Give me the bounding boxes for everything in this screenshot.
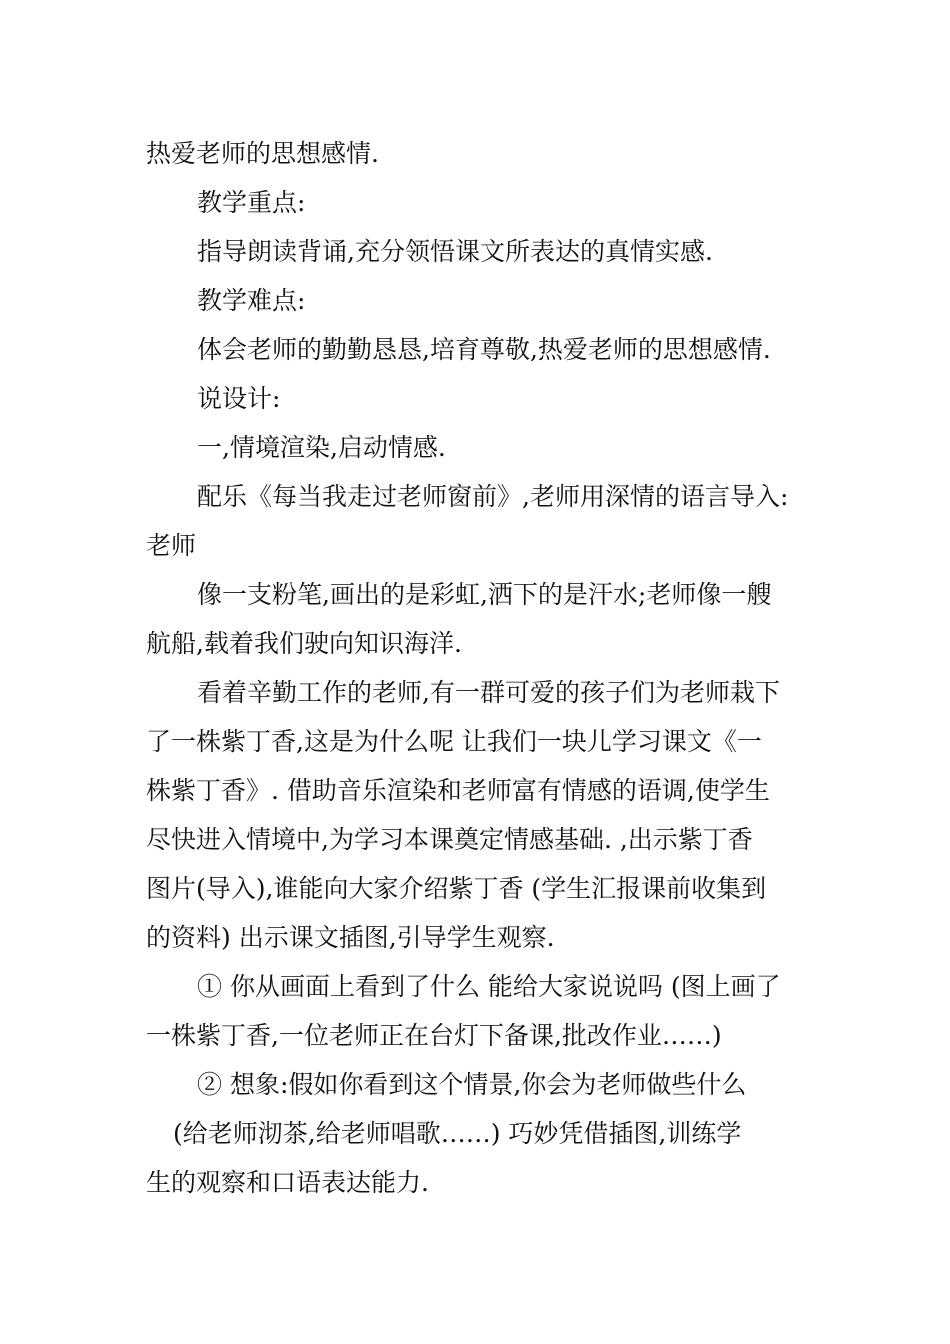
section-heading: 教学重点: (197, 188, 306, 217)
text-line: 指导朗读背诵,充分领悟课文所表达的真情实感. (197, 237, 713, 266)
text-line: 图片(导入),谁能向大家介绍紫丁香 (学生汇报课前收集到 (146, 874, 767, 903)
text-line: 株紫丁香》. 借助音乐渲染和老师富有情感的语调,使学生 (146, 776, 770, 805)
text-line: 热爱老师的思想感情. (146, 139, 379, 168)
text-line: 了一株紫丁香,这是为什么呢 让我们一块儿学习课文《一 (146, 727, 762, 756)
section-heading: 说设计: (197, 384, 281, 413)
text-line: 生的观察和口语表达能力. (146, 1168, 429, 1197)
text-line: 航船,载着我们驶向知识海洋. (146, 629, 462, 658)
document-body (146, 129, 808, 1207)
text-line: 老师 (146, 531, 197, 560)
text-line: 一,情境渲染,启动情感. (197, 433, 446, 462)
text-line: 体会老师的勤勤恳恳,培育尊敬,热爱老师的思想感情. (197, 335, 771, 364)
section-heading: 教学难点: (197, 286, 306, 315)
text-line: 看着辛勤工作的老师,有一群可爱的孩子们为老师栽下 (197, 678, 780, 707)
text-line: 配乐《每当我走过老师窗前》,老师用深情的语言导入: (197, 482, 789, 511)
text-line: (给老师沏茶,给老师唱歌……) 巧妙凭借插图,训练学 (173, 1119, 742, 1148)
text-line: 尽快进入情境中,为学习本课奠定情感基础. ,出示紫丁香 (146, 825, 753, 854)
text-line: ② 想象:假如你看到这个情景,你会为老师做些什么 (197, 1070, 747, 1099)
text-line: 的资料) 出示课文插图,引导学生观察. (146, 923, 555, 952)
text-line: ① 你从画面上看到了什么 能给大家说说吗 (图上画了 (197, 972, 781, 1001)
text-line: 一株紫丁香,一位老师正在台灯下备课,批改作业……) (146, 1021, 722, 1050)
text-line: 像一支粉笔,画出的是彩虹,洒下的是汗水;老师像一艘 (197, 580, 772, 609)
